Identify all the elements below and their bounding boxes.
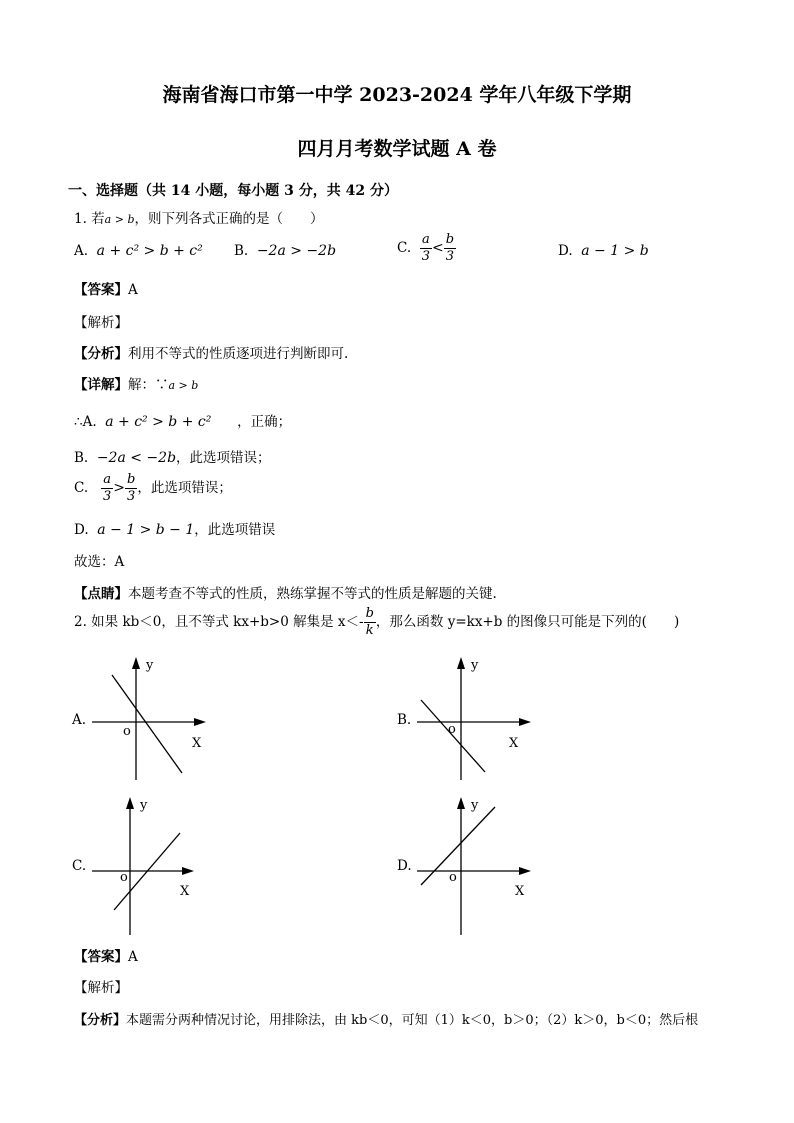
q1-step-b [74,446,271,466]
y-axis-label: y [146,658,154,673]
q2-graph-d [415,795,545,940]
y-axis-label: y [471,658,479,673]
q1-step-c-fraction-right: $\frac{b}{3}$ [127,472,136,504]
q1-detail [74,373,198,393]
y-axis-label: y [471,798,479,813]
page-title-line-2: 四月月考数学试题 A 卷 [297,138,497,160]
q1-answer [74,278,138,298]
x-axis-label: X [192,736,202,751]
q2-graph-a-label: A. [72,712,87,728]
q1-conclusion: 故选：A [74,554,125,570]
origin-label: o [123,724,131,739]
q1-stem-suffix: ，则下列各式正确的是（ ） [134,211,324,227]
q1-option-c-fraction-right: $\frac{b}{3}$ [445,232,455,264]
q1-option-c-fraction-left: $\frac{a}{3}$ [421,232,431,264]
q1-option-c [397,232,456,265]
q1-analysis-tag: 【解析】 [74,315,128,331]
q1-option-b-expr: −2a > −2b [256,243,337,259]
q1-detail-condition: a > b [168,379,199,392]
x-axis-label: X [515,884,525,899]
q2-graph-d-label: D. [397,858,412,874]
q2-stem-prefix: 2. 如果 kb＜0，且不等式 kx+b>0 解集是 x＜- [74,614,364,630]
x-axis-arrow [182,867,194,875]
q1-detail-text: 解：∵ [128,377,169,393]
q1-dianjing [74,582,497,602]
q1-fenxi [74,342,348,362]
x-axis-arrow [519,718,531,726]
q2-stem-suffix: ，那么函数 y=kx+b 的图像只可能是下列的( ) [375,614,680,630]
q1-option-c-label: C. [397,240,412,256]
q1-step-d-expr: a − 1 > b − 1 [97,522,195,538]
q1-step-a [74,410,291,430]
q1-step-c-prefix: C. [74,480,89,496]
q1-option-d [558,243,649,259]
q1-option-d-expr: a − 1 > b [581,243,649,259]
q1-fenxi-tag: 【分析】 [74,346,128,362]
q1-step-b-expr: −2a < −2b [96,450,177,466]
q2-stem [74,606,679,639]
q1-step-c-fraction-left: $\frac{a}{3}$ [103,472,112,504]
q2-fenxi [74,1009,698,1028]
q1-detail-tag: 【详解】 [74,377,128,393]
page-title-line-1: 海南省海口市第一中学 2023-2024 学年八年级下学期 [162,84,632,106]
y-axis-arrow [457,657,465,669]
q1-option-a-expr: a + c² > b + c² [96,243,203,259]
q1-option-b-label: B. [234,243,249,259]
q2-graph-b-label: B. [397,712,412,728]
q1-stem [74,207,323,227]
q1-option-c-operator: < [432,240,444,256]
section-heading: 一、选择题（共 14 小题，每小题 3 分，共 42 分） [68,183,398,199]
x-axis-label: X [509,736,519,751]
q2-graph-b [415,655,545,785]
function-line [421,807,495,885]
q2-graph-c [90,795,220,940]
q1-option-b [234,243,336,259]
x-axis-label: X [180,884,190,899]
origin-label: o [448,722,456,737]
y-axis-arrow [132,657,140,669]
q1-fenxi-text: 利用不等式的性质逐项进行判断即可. [128,346,349,362]
q2-fenxi-text: 本题需分两种情况讨论，用排除法，由 kb＜0，可知（1）k＜0，b＞0；（2）k＞0，b＜0；然后根 [126,1013,699,1028]
y-axis-arrow [457,797,465,809]
q1-step-a-suffix: ，正确； [237,414,292,430]
q1-step-c-suffix: ，此选项错误； [137,480,232,496]
q1-answer-value: A [128,282,138,298]
q2-answer-tag: 【答案】 [74,949,128,965]
q2-answer [74,945,138,965]
origin-label: o [120,870,128,885]
y-axis-arrow [126,797,134,809]
y-axis-label: y [140,798,148,813]
x-axis-arrow [194,718,206,726]
q1-step-d-prefix: D. [74,522,89,538]
q1-step-c-operator: > [113,480,126,496]
q1-step-b-prefix: B. [74,450,89,466]
q1-step-a-expr: a + c² > b + c² [105,414,212,430]
q1-dianjing-text: 本题考查不等式的性质，熟练掌握不等式的性质是解题的关键. [128,586,497,602]
q2-fenxi-tag: 【分析】 [74,1013,127,1028]
q2-graph-a [90,655,220,785]
q2-answer-value: A [128,949,138,965]
q1-option-d-label: D. [558,243,573,259]
q1-option-a-label: A. [74,243,89,259]
q2-stem-fraction: $\frac{b}{k}$ [365,606,374,638]
q1-step-d-suffix: ，此选项错误 [194,522,276,538]
q1-option-a [74,243,203,259]
q1-stem-prefix: 1. 若 [74,211,105,227]
origin-label: o [449,870,457,885]
q1-answer-tag: 【答案】 [74,282,128,298]
q1-dianjing-tag: 【点睛】 [74,586,128,602]
q2-graph-c-label: C. [72,858,87,874]
q1-stem-condition: a > b [104,213,135,226]
q1-step-a-prefix: ∴A. [74,414,97,430]
x-axis-arrow [519,867,531,875]
q1-step-d [74,518,275,538]
q2-analysis-tag: 【解析】 [74,980,128,996]
q1-step-c [74,472,232,505]
q1-step-b-suffix: ，此选项错误； [176,450,271,466]
